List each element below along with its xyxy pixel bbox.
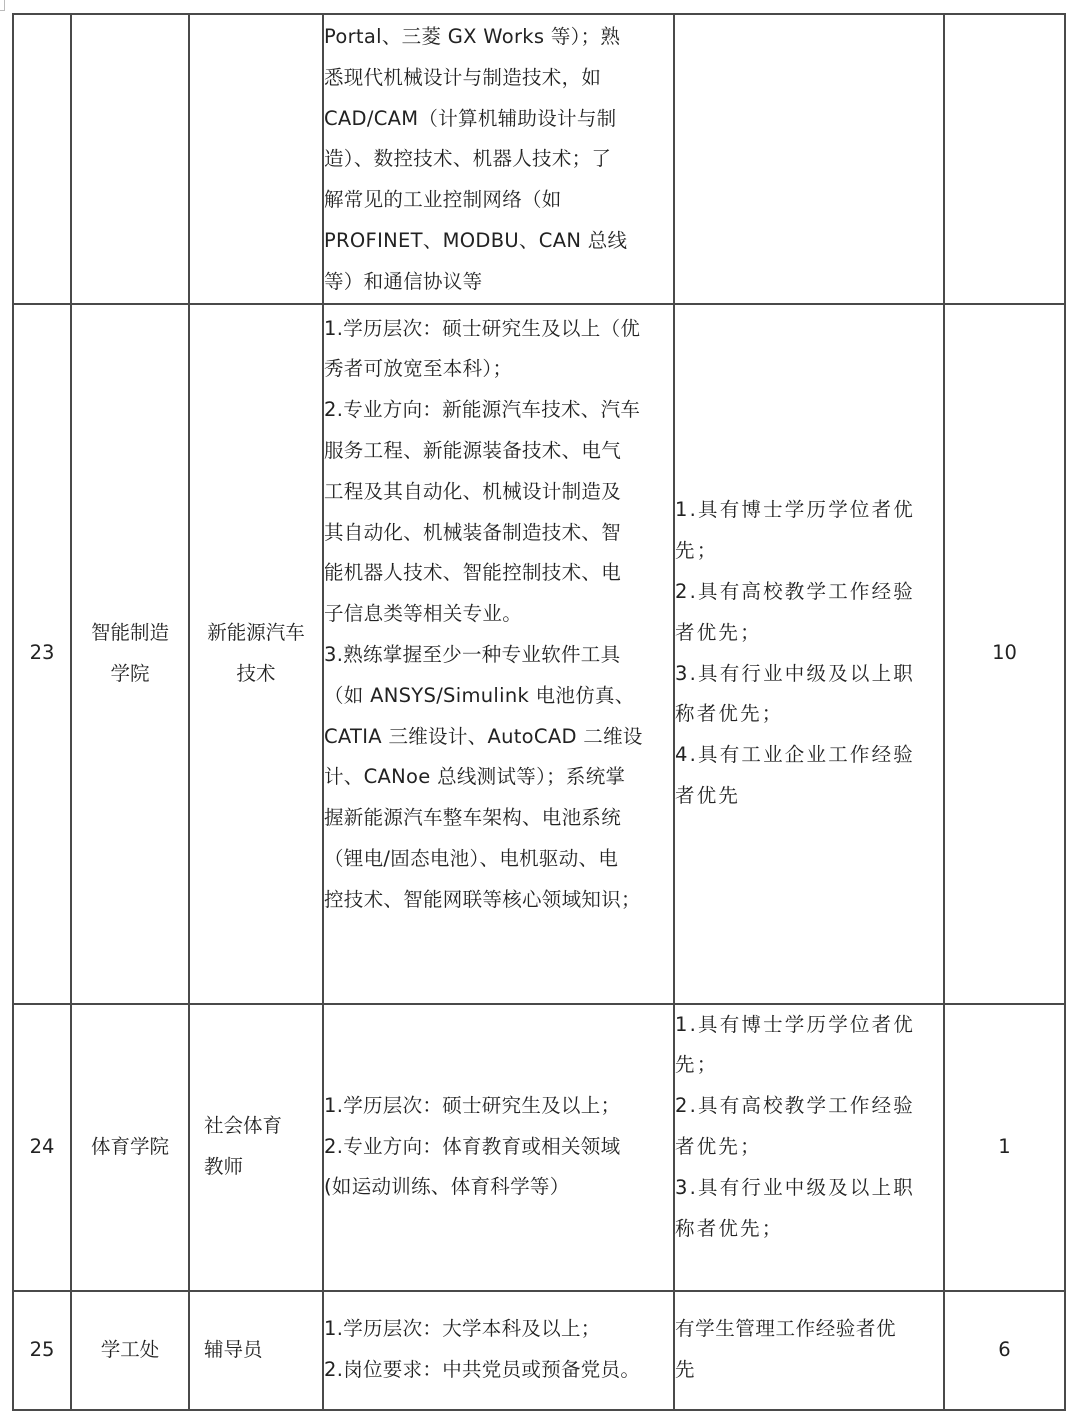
pref-line: 3.具有行业中级及以上职 (675, 661, 916, 685)
pref-line: 称者优先； (675, 702, 784, 726)
dept-line: 体育学院 (90, 1134, 169, 1158)
req-line: 解常见的工业控制网络（如 (324, 188, 562, 212)
pref-line: 先； (675, 1053, 719, 1077)
cell-preferred (674, 1004, 944, 1291)
cell-no: 23 (13, 304, 71, 1004)
req-line: 悉现代机械设计与制造技术，如 (324, 65, 602, 89)
pref-line: 者优先； (675, 1134, 762, 1158)
req-line: 1.学历层次：硕士研究生及以上； (324, 1093, 621, 1117)
req-line: 3.熟练掌握至少一种专业软件工具 (324, 642, 621, 666)
req-line: 2.专业方向：体育教育或相关领域 (324, 1134, 621, 1158)
recruitment-table (12, 13, 1066, 1411)
req-line: 2.专业方向：新能源汽车技术、汽车 (324, 398, 641, 422)
cell-dept (71, 14, 189, 304)
cell-no: 25 (13, 1291, 71, 1410)
req-line: 其自动化、机械装备制造技术、智 (324, 520, 622, 544)
req-line: 工程及其自动化、机械设计制造及 (324, 479, 622, 503)
req-line: CAD/CAM（计算机辅助设计与制 (324, 106, 617, 130)
cell-requirements (323, 1291, 674, 1410)
cell-no: 24 (13, 1004, 71, 1291)
cell-requirements (323, 14, 674, 304)
pref-line: 1.具有博士学历学位者优 (675, 498, 916, 522)
table-row (13, 304, 1065, 1004)
req-line: Portal、三菱 GX Works 等）；熟 (324, 25, 621, 48)
req-line: 服务工程、新能源装备技术、电气 (324, 438, 622, 462)
cell-no (13, 14, 71, 304)
req-line: （如 ANSYS/Simulink 电池仿真、 (324, 683, 635, 707)
pref-line: 2.具有高校教学工作经验 (675, 579, 916, 603)
req-line: 握新能源汽车整车架构、电池系统 (324, 806, 622, 830)
cell-requirements (323, 1004, 674, 1291)
cell-preferred (674, 1291, 944, 1410)
req-line: PROFINET、MODBU、CAN 总线 (324, 228, 628, 252)
cell-position (189, 1291, 323, 1410)
req-line: 2.岗位要求：中共党员或预备党员。 (324, 1358, 641, 1382)
pref-line: 3.具有行业中级及以上职 (675, 1175, 916, 1199)
req-line: 控技术、智能网联等核心领域知识； (324, 887, 641, 911)
req-line: （锂电/固态电池）、电机驱动、电 (324, 846, 619, 870)
pref-line: 先； (675, 539, 719, 563)
cell-preferred (674, 14, 944, 304)
position-line: 新能源汽车 (207, 620, 305, 644)
dept-line: 智能制造 (90, 620, 169, 644)
position-line: 辅导员 (204, 1337, 263, 1361)
req-line: 计、CANoe 总线测试等）；系统掌 (324, 765, 626, 789)
pref-line: 者优先 (675, 783, 741, 807)
req-line: 1.学历层次：大学本科及以上； (324, 1317, 601, 1341)
pref-line: 4.具有工业企业工作经验 (675, 743, 916, 767)
pref-line: 有学生管理工作经验者优 (675, 1317, 897, 1341)
cell-count: 1 (944, 1004, 1065, 1291)
req-line: 子信息类等相关专业。 (324, 602, 523, 626)
page-corner-mark (0, 0, 5, 11)
req-line: 秀者可放宽至本科）； (324, 357, 513, 381)
cell-preferred (674, 304, 944, 1004)
pref-line: 者优先； (675, 620, 762, 644)
dept-line: 学院 (110, 661, 150, 685)
cell-position (189, 304, 323, 1004)
position-line: 社会体育 (204, 1114, 283, 1138)
pref-line: 1.具有博士学历学位者优 (675, 1012, 916, 1036)
dept-line: 学工处 (100, 1337, 160, 1361)
cell-dept (71, 304, 189, 1004)
table-row (13, 1004, 1065, 1291)
req-line: (如运动训练、体育科学等） (324, 1175, 570, 1199)
cell-requirements (323, 304, 674, 1004)
cell-count: 6 (944, 1291, 1065, 1410)
pref-line: 称者优先； (675, 1216, 784, 1240)
req-line: CATIA 三维设计、AutoCAD 二维设 (324, 724, 643, 748)
pref-line: 先 (675, 1358, 696, 1382)
position-line: 技术 (236, 661, 276, 685)
req-line: 等）和通信协议等 (324, 269, 483, 293)
cell-position (189, 1004, 323, 1291)
req-line: 1.学历层次：硕士研究生及以上（优 (324, 316, 641, 340)
cell-count: 10 (944, 304, 1065, 1004)
cell-dept (71, 1004, 189, 1291)
table-row-continuation (13, 14, 1065, 304)
pref-line: 2.具有高校教学工作经验 (675, 1094, 916, 1118)
position-line: 教师 (204, 1155, 244, 1179)
cell-count (944, 14, 1065, 304)
req-line: 能机器人技术、智能控制技术、电 (324, 561, 622, 585)
table-row (13, 1291, 1065, 1410)
req-line: 造）、数控技术、机器人技术；了 (324, 147, 612, 171)
cell-dept (71, 1291, 189, 1410)
cell-position (189, 14, 323, 304)
